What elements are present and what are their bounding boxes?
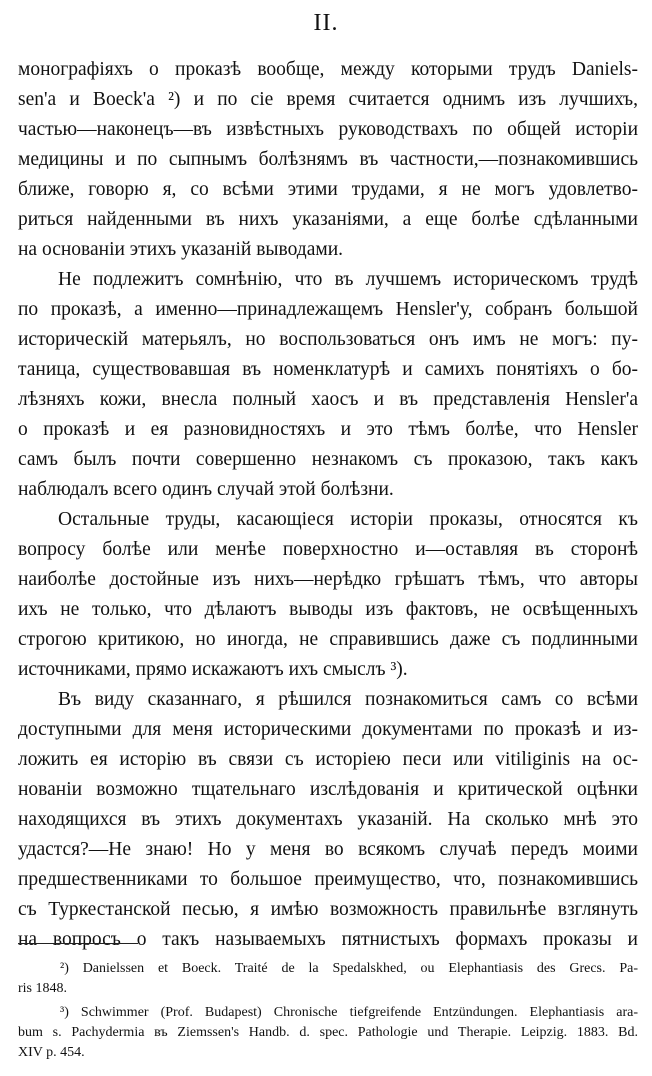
- text-line: источниками, прямо искажаютъ ихъ смыслъ ³).: [18, 659, 408, 680]
- text-line: историческiй матерьялъ, но воспользоваться онъ имъ не могъ: пу-: [18, 329, 638, 350]
- text-line: вопросу болѣе или менѣе поверхностно и—оставляя въ сторонѣ: [18, 539, 638, 560]
- text-line: доступными для меня историческими документами по проказѣ и из-: [18, 719, 638, 740]
- text-line: самъ былъ почти совершенно незнакомъ съ проказою, такъ какъ: [18, 449, 638, 470]
- text-line: риться найденными въ нихъ указанiями, а еще болѣе сдѣланными: [18, 209, 638, 230]
- text-line: sen'а и Boeck'а ²) и по сie время считается однимъ изъ лучшихъ,: [18, 89, 638, 110]
- footnote-divider: [18, 943, 138, 944]
- footnote-line: XIV p. 454.: [18, 1045, 85, 1060]
- text-line: таница, существовавшая въ номенклатурѣ и самихъ понятiяхъ о бо-: [18, 359, 638, 380]
- text-line: находящихся въ этихъ документахъ указанiй. На сколько мнѣ это: [18, 809, 638, 830]
- text-line: на вопросъ о такъ называемыхъ пятнистыхъ формахъ проказы и: [18, 929, 638, 950]
- text-line: по проказѣ, а именно—принадлежащемъ Hensler'у, собранъ большой: [18, 299, 638, 320]
- text-line: съ Туркестанской песью, я имѣю возможность правильнѣе взглянуть: [18, 899, 638, 920]
- text-line: частью—наконецъ—въ извѣстныхъ руководствахъ по общей исторiи: [18, 119, 638, 140]
- footnote-line: ³) Schwimmer (Prof. Budapest) Chronische tiefgreifende Entzündungen. Elephantiasis ara-: [60, 1005, 638, 1020]
- text-line: нованiи возможно тщательнаго изслѣдованiя и критической оцѣнки: [18, 779, 638, 800]
- text-line: наиболѣе достойные изъ нихъ—нерѣдко грѣшатъ тѣмъ, что авторы: [18, 569, 638, 590]
- text-line: Въ виду сказаннаго, я рѣшился познакомиться самъ со всѣми: [58, 689, 638, 710]
- text-line: наблюдалъ всего одинъ случай этой болѣзни.: [18, 479, 394, 500]
- text-line: ложить ея исторiю въ связи съ исторiею песи или vitiliginis на ос-: [18, 749, 638, 770]
- text-line: строгою критикою, но иногда, не справившись даже съ подлинными: [18, 629, 638, 650]
- footnote-line: ris 1848.: [18, 981, 67, 996]
- footnote-line: ²) Danielssen et Boeck. Traité de la Spedalskhed, ou Elephantiasis des Grecs. Pa-: [60, 961, 638, 976]
- text-line: о проказѣ и ея разновидностяхъ и это тѣмъ болѣе, что Hensler: [18, 419, 638, 440]
- text-line: медицины и по сыпнымъ болѣзнямъ въ частности,—познакомившись: [18, 149, 638, 170]
- footnote-line: bum s. Pachydermia въ Ziemssen's Handb. d. spec. Pathologie und Therapie. Leipzig. 1883. Bd.: [18, 1025, 638, 1040]
- text-line: Не подлежитъ сомнѣнiю, что въ лучшемъ историческомъ трудѣ: [58, 269, 638, 290]
- text-line: удастся?—Не знаю! Но у меня во всякомъ случаѣ передъ моими: [18, 839, 638, 860]
- page-number: II.: [313, 10, 339, 36]
- text-line: на основанiи этихъ указанiй выводами.: [18, 239, 344, 260]
- text-line: монографiяхъ о проказѣ вообще, между которыми трудъ Daniels-: [18, 59, 638, 80]
- text-line: лѣзняхъ кожи, внесла полный хаосъ и въ представленiя Hensler'а: [18, 389, 638, 410]
- text-line: Остальные труды, касающiеся исторiи проказы, относятся къ: [58, 509, 638, 530]
- text-line: предшественниками то большое преимущество, что, познакомившись: [18, 869, 638, 890]
- text-line: ближе, говорю я, со всѣми этими трудами, я не могъ удовлетво-: [18, 179, 638, 200]
- text-line: ихъ не только, что дѣлаютъ выводы изъ фактовъ, не освѣщенныхъ: [18, 599, 638, 620]
